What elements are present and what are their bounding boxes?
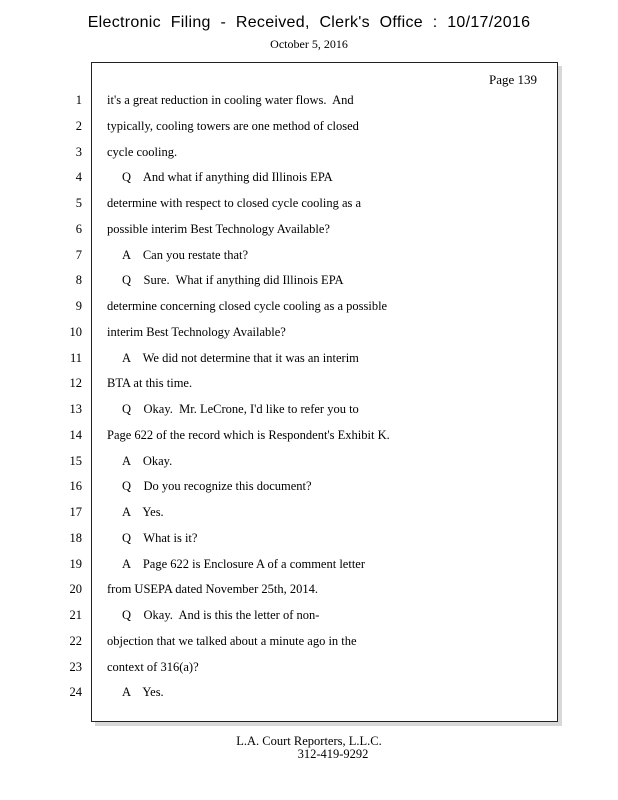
transcript-line [0,325,618,345]
line-number: 5 [75,196,82,210]
line-number: 14 [69,427,82,442]
line-text: Q What is it? [122,530,198,545]
line-text: possible interim Best Technology Available? [107,221,330,236]
line-number: 15 [69,453,82,468]
line-text: A Yes. [122,505,164,519]
line-number: 20 [69,582,82,597]
line-text: it's a great reduction in cooling water flows. And [107,93,354,107]
transcript-line [0,376,618,396]
line-number: 10 [69,324,82,339]
line-number: 16 [69,479,82,494]
line-number: 2 [75,118,82,133]
line-number: 18 [69,530,82,545]
line-text: context of 316(a)? [107,659,199,674]
transcript-line [0,222,618,242]
transcript-line [0,479,618,499]
line-text: Page 622 of the record which is Respondent's Exhibit K. [107,427,390,442]
transcript-line [0,531,618,551]
line-number: 21 [69,608,82,622]
line-text: objection that we talked about a minute ago in the [107,633,357,648]
transcript-line [0,351,618,371]
line-text: A Okay. [122,453,173,468]
transcript-line [0,660,618,680]
line-text: determine concerning closed cycle cooling as a possible [107,299,388,313]
transcript-line [0,557,618,577]
transcript-line [0,119,618,139]
line-text: from USEPA dated November 25th, 2014. [107,582,318,597]
transcript-line [0,634,618,654]
line-text: typically, cooling towers are one method of closed [107,118,359,133]
transcript-line [0,145,618,165]
transcript-line [0,685,618,705]
reporter-phone: 312-419-9292 [297,747,369,761]
line-text: A Page 622 is Enclosure A of a comment letter [122,556,366,571]
transcript-line [0,428,618,448]
transcript-line [0,299,618,319]
line-number: 22 [69,633,82,648]
line-text: cycle cooling. [107,144,178,159]
line-text: A We did not determine that it was an interim [122,350,359,365]
transcript-line [0,196,618,216]
line-text: A Yes. [122,685,164,700]
line-text: Q Okay. And is this the letter of non- [122,608,320,622]
line-text: Q Okay. Mr. LeCrone, I'd like to refer you to [122,402,359,416]
line-text: A Can you restate that? [122,247,249,262]
filing-stamp: Electronic Filing - Received, Clerk's Office : 10/17/2016 [87,14,531,31]
line-number: 6 [75,221,82,236]
transcript-line [0,170,618,190]
line-number: 19 [69,556,82,571]
transcript-line [0,608,618,628]
transcript-line [0,93,618,113]
line-number: 11 [69,350,82,365]
line-text: Q Sure. What if anything did Illinois EPA [122,273,344,288]
transcript-line [0,505,618,525]
reporter-company: L.A. Court Reporters, L.L.C. [236,734,382,748]
line-text: Q And what if anything did Illinois EPA [122,170,333,185]
line-number: 9 [75,299,82,313]
line-number: 3 [75,144,82,159]
line-text: BTA at this time. [107,376,193,391]
line-text: Q Do you recognize this document? [122,479,312,494]
line-number: 12 [69,376,82,391]
line-number: 13 [69,402,82,416]
line-number: 8 [75,273,82,288]
transcript-line [0,582,618,602]
line-number: 17 [69,505,82,519]
transcript-line [0,273,618,293]
transcript-line [0,248,618,268]
line-number: 23 [69,659,82,674]
line-number: 1 [75,93,82,107]
transcript-line [0,454,618,474]
line-number: 24 [69,685,82,700]
line-number: 7 [75,247,82,262]
line-number: 4 [75,170,82,185]
hearing-date: October 5, 2016 [270,37,348,51]
page-number: Page 139 [488,72,537,87]
line-text: interim Best Technology Available? [107,324,286,339]
line-text: determine with respect to closed cycle cooling as a [107,196,362,210]
transcript-line [0,402,618,422]
